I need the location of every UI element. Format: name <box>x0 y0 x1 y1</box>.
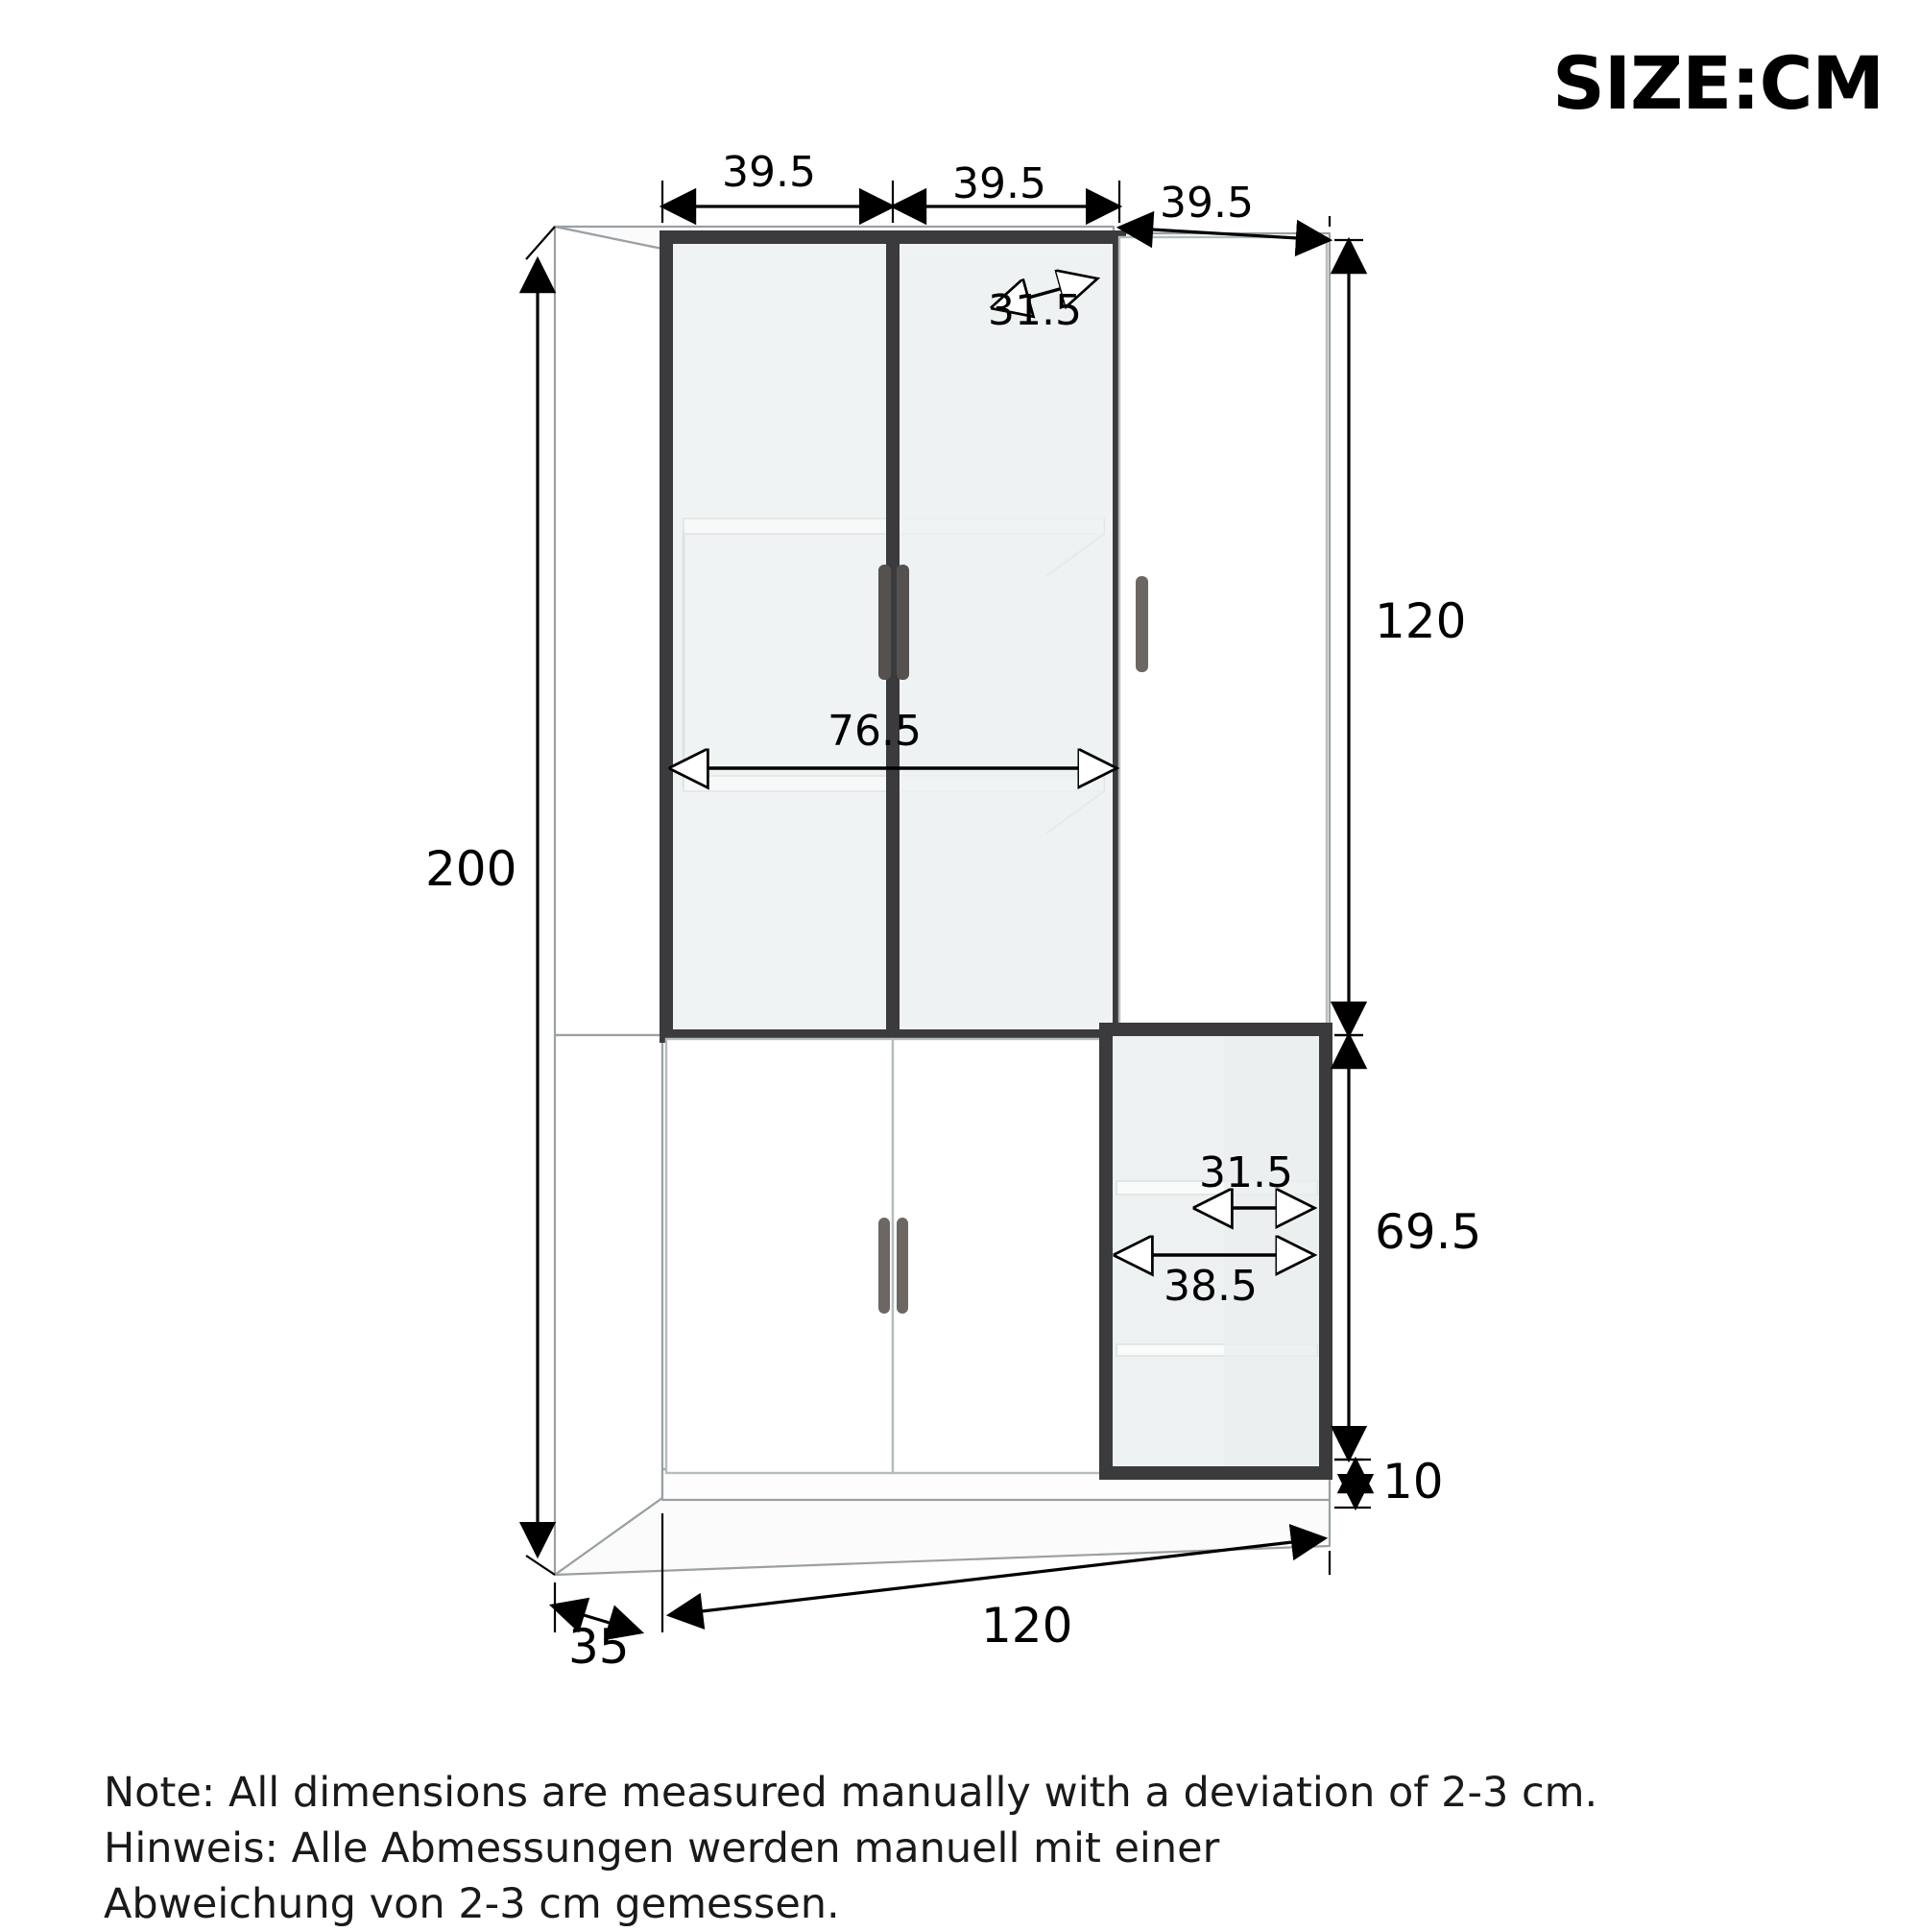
lower-glass-door <box>1102 1026 1330 1477</box>
upper-left-door-handle <box>878 565 891 680</box>
page-title: SIZE:CM <box>1552 40 1884 126</box>
label-top-width-mid: 39.5 <box>952 159 1046 208</box>
label-plinth-height: 10 <box>1382 1454 1444 1509</box>
label-lower-height: 69.5 <box>1375 1204 1482 1260</box>
note-block <box>104 1765 1640 1932</box>
dim-lower-height <box>1334 1035 1363 1460</box>
label-upper-height: 120 <box>1375 593 1467 649</box>
upper-door-left <box>666 237 893 1036</box>
label-shelf-width: 76.5 <box>828 707 922 756</box>
label-upper-depth: 31.5 <box>988 286 1082 335</box>
lower-right-door-handle <box>897 1218 908 1314</box>
dim-total-height <box>526 227 555 1575</box>
label-total-width: 120 <box>981 1598 1073 1654</box>
label-total-height: 200 <box>425 841 517 897</box>
upper-door-right-solid <box>1119 237 1327 1036</box>
dim-upper-height <box>1334 240 1363 1035</box>
note-line-de1: Hinweis: Alle Abmessungen werden manuell mit einer <box>104 1824 1220 1873</box>
upper-glass-doors <box>666 237 1119 1036</box>
label-lower-inner-width: 38.5 <box>1164 1262 1258 1311</box>
lower-left-door-handle <box>878 1218 890 1314</box>
upper-door-right <box>893 237 1119 1036</box>
label-top-width-left: 39.5 <box>722 148 816 197</box>
lower-doors <box>666 1026 1330 1477</box>
upper-right-solid-door-handle <box>1136 576 1148 672</box>
label-top-width-right: 39.5 <box>1160 179 1254 228</box>
upper-right-door-handle <box>897 565 909 680</box>
dim-plinth-height <box>1334 1460 1371 1508</box>
note-line-de2: Abweichung von 2-3 cm gemessen. <box>104 1880 840 1929</box>
label-lower-depth: 31.5 <box>1199 1148 1293 1197</box>
label-total-depth: 35 <box>568 1619 630 1675</box>
note-line-en: Note: All dimensions are measured manually with a deviation of 2-3 cm. <box>104 1769 1598 1817</box>
